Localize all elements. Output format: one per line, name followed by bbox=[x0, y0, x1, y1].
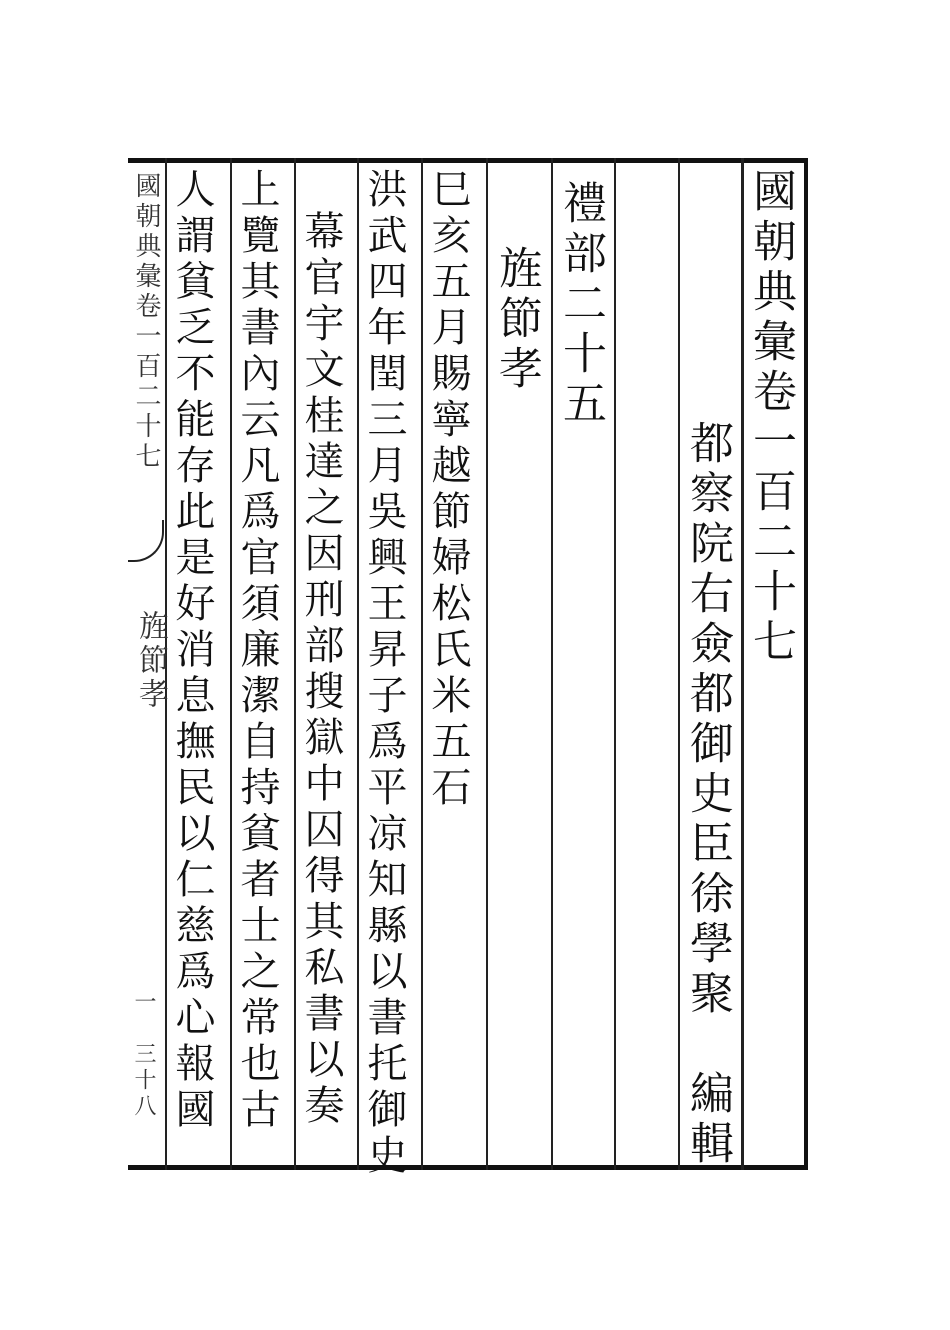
entry-line: 幕官宇文桂達之因刑部搜獄中囚得其私書以奏 bbox=[298, 210, 344, 1130]
margin-page-number: 一 三十八 bbox=[131, 990, 156, 1120]
subsection-line: 旌節孝 bbox=[491, 245, 542, 395]
margin-book-title: 國朝典彙卷一百二十七 bbox=[131, 172, 161, 472]
margin-section: 旌節孝 bbox=[133, 610, 168, 712]
entry-line: 洪武四年閏三月吳興王昇子爲平凉知縣以書托御史 bbox=[361, 168, 407, 1180]
column-rule bbox=[614, 158, 616, 1170]
title-line: 國朝典彙卷一百二十七 bbox=[745, 168, 796, 668]
column-rule bbox=[421, 158, 423, 1170]
column-rule bbox=[551, 158, 553, 1170]
editor-line: 都察院右僉都御史臣徐學聚 編輯 bbox=[682, 420, 733, 1170]
entry-line: 巳亥五月賜寧越節婦松氏米五石 bbox=[425, 168, 471, 812]
column-rule bbox=[294, 158, 296, 1170]
column-rule bbox=[357, 158, 359, 1170]
column-rule bbox=[486, 158, 488, 1170]
section-line: 禮部二十五 bbox=[555, 180, 606, 430]
column-rule bbox=[230, 158, 232, 1170]
column-rule bbox=[678, 158, 680, 1170]
column-rule bbox=[741, 158, 744, 1170]
entry-line: 上覽其書內云凡爲官須廉潔自持貧者士之常也古 bbox=[234, 168, 280, 1134]
entry-line: 人謂貧乏不能存此是好消息撫民以仁慈爲心報國 bbox=[169, 168, 215, 1134]
